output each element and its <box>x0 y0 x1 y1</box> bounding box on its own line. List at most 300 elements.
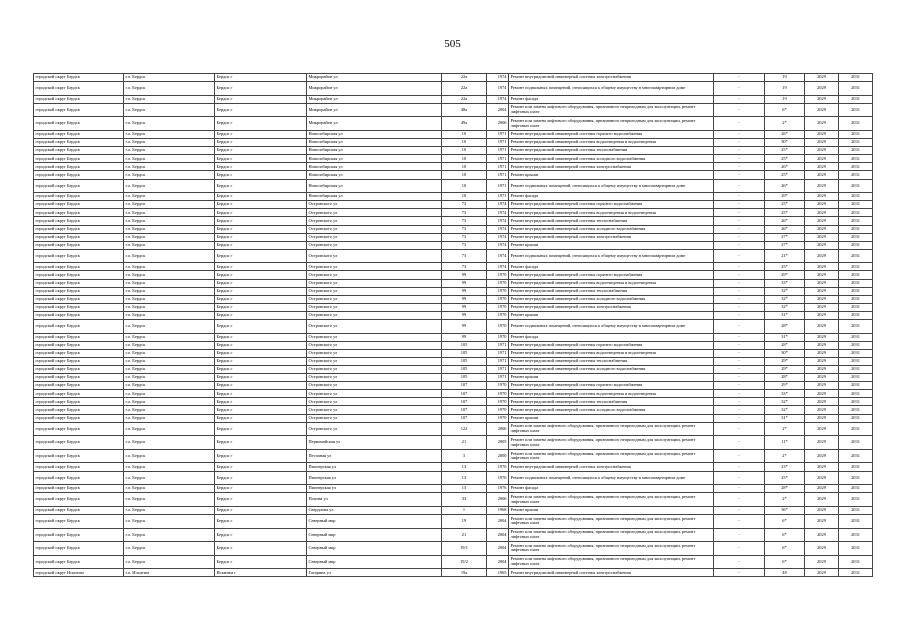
street-cell: Новосибирская ул <box>307 139 442 147</box>
period-end-cell: 2031 <box>839 249 873 263</box>
apartment-count-cell: 23* <box>765 463 805 471</box>
repair-work-cell: Ремонт внутридомовой инженерной системы холодного водоснабжения <box>509 406 714 414</box>
period-end-cell: 2031 <box>839 471 873 485</box>
placeholder-cell: - <box>714 349 765 357</box>
placeholder-cell: - <box>714 357 765 365</box>
table-row <box>34 436 873 450</box>
apartment-count-cell: 28* <box>765 341 805 349</box>
period-start-cell: 2029 <box>805 130 839 138</box>
table-row <box>34 163 873 171</box>
city-district-cell: г.о. Бердск <box>124 542 215 556</box>
apartment-count-cell: 27* <box>765 233 805 241</box>
build-year-cell: 1970 <box>487 287 509 295</box>
municipality-cell: городской округ Бердск <box>34 74 124 82</box>
repair-work-cell: Ремонт подвальных помещений, относящихся к общему имуществу в многоквартирном доме <box>509 471 714 485</box>
street-cell: Новосибирская ул <box>307 193 442 201</box>
city-district-cell: г.о. Бердск <box>124 217 215 225</box>
city-district-cell: г.о. Бердск <box>124 414 215 422</box>
period-end-cell: 2031 <box>839 398 873 406</box>
house-number-cell: 99 <box>442 311 487 319</box>
house-number-cell: 13 <box>442 471 487 485</box>
build-year-cell: 2004 <box>487 555 509 569</box>
repair-work-cell: Ремонт или замена лифтового оборудования, признанного непригодным для эксплуатации, ремонт лифтовых шахт <box>509 555 714 569</box>
repair-work-cell: Ремонт подвальных помещений, относящихся к общему имуществу в многоквартирном доме <box>509 82 714 96</box>
street-cell: Островского ул <box>307 357 442 365</box>
repair-work-cell: Ремонт внутридомовой инженерной системы холодного водоснабжения <box>509 155 714 163</box>
locality-cell: Бердск г <box>215 225 307 233</box>
locality-cell: Бердск г <box>215 117 307 131</box>
table-row <box>34 493 873 507</box>
build-year-cell: 1974 <box>487 249 509 263</box>
house-number-cell: 99 <box>442 287 487 295</box>
house-number-cell: 22а <box>442 82 487 96</box>
period-start-cell: 2029 <box>805 193 839 201</box>
placeholder-cell: - <box>714 422 765 436</box>
street-cell: Пионерская ул <box>307 485 442 493</box>
repair-work-cell: Ремонт внутридомовой инженерной системы горячего водоснабжения <box>509 201 714 209</box>
city-district-cell: г.о. Бердск <box>124 471 215 485</box>
street-cell: Островского ул <box>307 263 442 271</box>
house-number-cell: 10 <box>442 163 487 171</box>
period-start-cell: 2029 <box>805 263 839 271</box>
house-number-cell: 10 <box>442 193 487 201</box>
city-district-cell: г.о. Бердск <box>124 130 215 138</box>
street-cell: Островского ул <box>307 382 442 390</box>
placeholder-cell: - <box>714 249 765 263</box>
house-number-cell: 19/1 <box>442 542 487 556</box>
repair-work-cell: Ремонт внутридомовой инженерной системы горячего водоснабжения <box>509 341 714 349</box>
city-district-cell: г.о. Бердск <box>124 249 215 263</box>
city-district-cell: г.о. Бердск <box>124 295 215 303</box>
placeholder-cell: - <box>714 485 765 493</box>
street-cell: Островского ул <box>307 414 442 422</box>
placeholder-cell: - <box>714 82 765 96</box>
table-row <box>34 374 873 382</box>
city-district-cell: г.о. Бердск <box>124 233 215 241</box>
house-number-cell: 10 <box>442 130 487 138</box>
period-end-cell: 2031 <box>839 74 873 82</box>
period-end-cell: 2031 <box>839 569 873 577</box>
table-row <box>34 139 873 147</box>
period-start-cell: 2029 <box>805 163 839 171</box>
house-number-cell: 107 <box>442 398 487 406</box>
house-number-cell: 73 <box>442 209 487 217</box>
apartment-count-cell: 36* <box>765 506 805 514</box>
table-row <box>34 217 873 225</box>
period-start-cell: 2029 <box>805 82 839 96</box>
city-district-cell: г.о. Бердск <box>124 193 215 201</box>
period-start-cell: 2029 <box>805 406 839 414</box>
repair-work-cell: Ремонт внутридомовой инженерной системы холодного водоснабжения <box>509 225 714 233</box>
repair-work-cell: Ремонт или замена лифтового оборудования, признанного непригодным для эксплуатации, ремонт лифтовых шахт <box>509 103 714 117</box>
table-row <box>34 414 873 422</box>
apartment-count-cell: 29* <box>765 193 805 201</box>
build-year-cell: 1970 <box>487 390 509 398</box>
repair-work-cell: Ремонт внутридомовой инженерной системы электроснабжения <box>509 233 714 241</box>
street-cell: Новосибирская ул <box>307 147 442 155</box>
placeholder-cell: - <box>714 241 765 249</box>
table-row <box>34 422 873 436</box>
house-number-cell: 22а <box>442 74 487 82</box>
table-row <box>34 303 873 311</box>
municipality-cell: городской округ Бердск <box>34 422 124 436</box>
apartment-count-cell: 26* <box>765 217 805 225</box>
build-year-cell: 1976 <box>487 463 509 471</box>
placeholder-cell: - <box>714 171 765 179</box>
locality-cell: Бердск г <box>215 406 307 414</box>
period-end-cell: 2031 <box>839 303 873 311</box>
placeholder-cell: - <box>714 333 765 341</box>
city-district-cell: г.о. Бердск <box>124 349 215 357</box>
period-end-cell: 2031 <box>839 103 873 117</box>
street-cell: Островского ул <box>307 287 442 295</box>
period-end-cell: 2031 <box>839 341 873 349</box>
period-start-cell: 2029 <box>805 311 839 319</box>
locality-cell: Бердск г <box>215 449 307 463</box>
table-row <box>34 155 873 163</box>
period-start-cell: 2029 <box>805 569 839 577</box>
apartment-count-cell: 28* <box>765 320 805 334</box>
locality-cell: Бердск г <box>215 82 307 96</box>
street-cell: Островского ул <box>307 241 442 249</box>
city-district-cell: г.о. Бердск <box>124 528 215 542</box>
city-district-cell: г.о. Бердск <box>124 463 215 471</box>
repair-work-cell: Ремонт фасада <box>509 485 714 493</box>
city-district-cell: г.о. Бердск <box>124 263 215 271</box>
build-year-cell: 2004 <box>487 528 509 542</box>
city-district-cell: г.о. Бердск <box>124 95 215 103</box>
period-start-cell: 2029 <box>805 287 839 295</box>
apartment-count-cell: 2* <box>765 117 805 131</box>
city-district-cell: г.о. Бердск <box>124 271 215 279</box>
street-cell: Островского ул <box>307 366 442 374</box>
build-year-cell: 1971 <box>487 366 509 374</box>
apartment-count-cell: 33* <box>765 279 805 287</box>
period-end-cell: 2031 <box>839 374 873 382</box>
city-district-cell: г.о. Бердск <box>124 506 215 514</box>
locality-cell: Бердск г <box>215 471 307 485</box>
period-start-cell: 2029 <box>805 374 839 382</box>
municipality-cell: городской округ Бердск <box>34 117 124 131</box>
placeholder-cell: - <box>714 311 765 319</box>
street-cell: Островского ул <box>307 398 442 406</box>
build-year-cell: 1970 <box>487 271 509 279</box>
build-year-cell: 2000 <box>487 449 509 463</box>
city-district-cell: г.о. Бердск <box>124 436 215 450</box>
city-district-cell: г.о. Бердск <box>124 341 215 349</box>
municipality-cell: городской округ Бердск <box>34 493 124 507</box>
placeholder-cell: - <box>714 390 765 398</box>
apartment-count-cell: 2* <box>765 422 805 436</box>
locality-cell: Бердск г <box>215 303 307 311</box>
city-district-cell: г.о. Бердск <box>124 382 215 390</box>
period-end-cell: 2031 <box>839 225 873 233</box>
build-year-cell: 1971 <box>487 130 509 138</box>
locality-cell: Бердск г <box>215 193 307 201</box>
table-row <box>34 241 873 249</box>
municipality-cell: городской округ Бердск <box>34 320 124 334</box>
municipality-cell: городской округ Бердск <box>34 155 124 163</box>
placeholder-cell: - <box>714 287 765 295</box>
table-row <box>34 398 873 406</box>
apartment-count-cell: 2* <box>765 449 805 463</box>
period-start-cell: 2029 <box>805 463 839 471</box>
placeholder-cell: - <box>714 406 765 414</box>
city-district-cell: г.о. Бердск <box>124 241 215 249</box>
repair-work-cell: Ремонт внутридомовой инженерной системы водоотведения и водоотведения <box>509 209 714 217</box>
repair-work-cell: Ремонт внутридомовой инженерной системы электроснабжения <box>509 569 714 577</box>
placeholder-cell: - <box>714 320 765 334</box>
table-row <box>34 117 873 131</box>
locality-cell: Бердск г <box>215 209 307 217</box>
municipality-cell: городской округ Бердск <box>34 82 124 96</box>
repair-work-cell: Ремонт крыши <box>509 241 714 249</box>
municipality-cell: городской округ Бердск <box>34 463 124 471</box>
table-row <box>34 271 873 279</box>
apartment-count-cell: 27* <box>765 241 805 249</box>
apartment-count-cell: 30* <box>765 139 805 147</box>
municipality-cell: городской округ Бердск <box>34 414 124 422</box>
house-number-cell: 73 <box>442 249 487 263</box>
table-row <box>34 406 873 414</box>
repair-work-cell: Ремонт фасада <box>509 333 714 341</box>
repair-work-cell: Ремонт внутридомовой инженерной системы водоотведения и водоотведения <box>509 349 714 357</box>
period-end-cell: 2031 <box>839 295 873 303</box>
build-year-cell: 1974 <box>487 201 509 209</box>
house-number-cell: 99 <box>442 320 487 334</box>
placeholder-cell: - <box>714 295 765 303</box>
period-end-cell: 2031 <box>839 193 873 201</box>
city-district-cell: г.о. Бердск <box>124 320 215 334</box>
street-cell: Островского ул <box>307 311 442 319</box>
build-year-cell: 1970 <box>487 303 509 311</box>
repair-work-cell: Ремонт внутридомовой инженерной системы теплоснабжения <box>509 217 714 225</box>
house-number-cell: 105 <box>442 366 487 374</box>
municipality-cell: городской округ Бердск <box>34 528 124 542</box>
locality-cell: Бердск г <box>215 320 307 334</box>
city-district-cell: г.о. Бердск <box>124 311 215 319</box>
municipality-cell: городской округ Бердск <box>34 179 124 193</box>
repair-work-cell: Ремонт внутридомовой инженерной системы теплоснабжения <box>509 147 714 155</box>
repair-work-cell: Ремонт внутридомовой инженерной системы водоотведения и водоотведения <box>509 390 714 398</box>
street-cell: Островского ул <box>307 201 442 209</box>
locality-cell: Бердск г <box>215 357 307 365</box>
period-end-cell: 2031 <box>839 320 873 334</box>
build-year-cell: 1970 <box>487 382 509 390</box>
street-cell: Северный мкр <box>307 555 442 569</box>
period-end-cell: 2031 <box>839 95 873 103</box>
period-end-cell: 2031 <box>839 263 873 271</box>
street-cell: Попова ул <box>307 493 442 507</box>
street-cell: Островского ул <box>307 271 442 279</box>
street-cell: Островского ул <box>307 374 442 382</box>
table-row <box>34 463 873 471</box>
period-end-cell: 2031 <box>839 357 873 365</box>
municipality-cell: городской округ Бердск <box>34 271 124 279</box>
build-year-cell: 1970 <box>487 295 509 303</box>
house-number-cell: 73 <box>442 263 487 271</box>
table-row <box>34 390 873 398</box>
locality-cell: Бердск г <box>215 493 307 507</box>
repair-work-cell: Ремонт фасада <box>509 263 714 271</box>
city-district-cell: г.о. Бердск <box>124 103 215 117</box>
repair-work-cell: Ремонт или замена лифтового оборудования, признанного непригодным для эксплуатации, ремонт лифтовых шахт <box>509 422 714 436</box>
house-number-cell: 122 <box>442 422 487 436</box>
repair-work-cell: Ремонт крыши <box>509 311 714 319</box>
locality-cell: Бердск г <box>215 163 307 171</box>
locality-cell: Бердск г <box>215 155 307 163</box>
municipality-cell: городской округ Бердск <box>34 233 124 241</box>
placeholder-cell: - <box>714 398 765 406</box>
period-end-cell: 2031 <box>839 382 873 390</box>
house-number-cell: 105 <box>442 374 487 382</box>
street-cell: Микрорайон ул <box>307 95 442 103</box>
municipality-cell: городской округ Бердск <box>34 249 124 263</box>
placeholder-cell: - <box>714 471 765 485</box>
city-district-cell: г.о. Бердск <box>124 287 215 295</box>
locality-cell: Бердск г <box>215 201 307 209</box>
period-start-cell: 2029 <box>805 542 839 556</box>
city-district-cell: г.о. Бердск <box>124 117 215 131</box>
repair-work-cell: Ремонт внутридомовой инженерной системы горячего водоснабжения <box>509 130 714 138</box>
placeholder-cell: - <box>714 271 765 279</box>
municipality-cell: городской округ Бердск <box>34 263 124 271</box>
house-number-cell: 105 <box>442 341 487 349</box>
repair-work-cell: Ремонт крыши <box>509 374 714 382</box>
locality-cell: Бердск г <box>215 436 307 450</box>
placeholder-cell: - <box>714 163 765 171</box>
build-year-cell: 1974 <box>487 74 509 82</box>
build-year-cell: 1971 <box>487 163 509 171</box>
period-end-cell: 2031 <box>839 279 873 287</box>
period-end-cell: 2031 <box>839 287 873 295</box>
municipality-cell: городской округ Бердск <box>34 130 124 138</box>
build-year-cell: 1971 <box>487 179 509 193</box>
house-number-cell: 22а <box>442 95 487 103</box>
period-start-cell: 2029 <box>805 147 839 155</box>
street-cell: Северный мкр <box>307 514 442 528</box>
house-number-cell: 10 <box>442 147 487 155</box>
apartment-count-cell: 11* <box>765 436 805 450</box>
period-end-cell: 2031 <box>839 233 873 241</box>
municipality-cell: городской округ Бердск <box>34 163 124 171</box>
build-year-cell: 1970 <box>487 333 509 341</box>
house-number-cell: 13 <box>442 485 487 493</box>
placeholder-cell: - <box>714 303 765 311</box>
placeholder-cell: - <box>714 382 765 390</box>
period-start-cell: 2029 <box>805 233 839 241</box>
municipality-cell: городской округ Бердск <box>34 217 124 225</box>
placeholder-cell: - <box>714 555 765 569</box>
repair-work-cell: Ремонт подвальных помещений, относящихся к общему имуществу в многоквартирном доме <box>509 320 714 334</box>
period-start-cell: 2029 <box>805 398 839 406</box>
street-cell: Микрорайон ул <box>307 74 442 82</box>
street-cell: Островского ул <box>307 279 442 287</box>
repair-work-cell: Ремонт внутридомовой инженерной системы теплоснабжения <box>509 357 714 365</box>
period-start-cell: 2029 <box>805 382 839 390</box>
street-cell: Микрорайон ул <box>307 117 442 131</box>
table-body <box>34 74 873 577</box>
period-start-cell: 2029 <box>805 139 839 147</box>
repair-work-cell: Ремонт крыши <box>509 506 714 514</box>
city-district-cell: г.о. Бердск <box>124 147 215 155</box>
period-end-cell: 2031 <box>839 463 873 471</box>
locality-cell: Бердск г <box>215 514 307 528</box>
period-end-cell: 2031 <box>839 493 873 507</box>
municipality-cell: городской округ Бердск <box>34 514 124 528</box>
period-start-cell: 2029 <box>805 514 839 528</box>
period-start-cell: 2029 <box>805 485 839 493</box>
placeholder-cell: - <box>714 414 765 422</box>
table-row <box>34 171 873 179</box>
apartment-count-cell: 32* <box>765 287 805 295</box>
locality-cell: Бердск г <box>215 217 307 225</box>
period-start-cell: 2029 <box>805 333 839 341</box>
build-year-cell: 1970 <box>487 311 509 319</box>
table-row <box>34 263 873 271</box>
repair-work-cell: Ремонт подвальных помещений, относящихся к общему имуществу в многоквартирном доме <box>509 179 714 193</box>
period-end-cell: 2031 <box>839 179 873 193</box>
placeholder-cell: - <box>714 263 765 271</box>
placeholder-cell: - <box>714 139 765 147</box>
street-cell: Микрорайон ул <box>307 103 442 117</box>
period-end-cell: 2031 <box>839 271 873 279</box>
street-cell: Островского ул <box>307 233 442 241</box>
table-row <box>34 528 873 542</box>
period-start-cell: 2029 <box>805 241 839 249</box>
locality-cell: Искитим г <box>215 569 307 577</box>
period-end-cell: 2031 <box>839 349 873 357</box>
build-year-cell: 1976 <box>487 471 509 485</box>
period-end-cell: 2031 <box>839 542 873 556</box>
placeholder-cell: - <box>714 95 765 103</box>
locality-cell: Бердск г <box>215 249 307 263</box>
municipality-cell: городской округ Бердск <box>34 95 124 103</box>
period-end-cell: 2031 <box>839 163 873 171</box>
period-start-cell: 2029 <box>805 303 839 311</box>
period-end-cell: 2031 <box>839 390 873 398</box>
period-start-cell: 2029 <box>805 506 839 514</box>
repair-work-cell: Ремонт внутридомовой инженерной системы электроснабжения <box>509 74 714 82</box>
municipality-cell: городской округ Бердск <box>34 139 124 147</box>
period-start-cell: 2029 <box>805 171 839 179</box>
house-number-cell: 73 <box>442 225 487 233</box>
apartment-count-cell: 26* <box>765 179 805 193</box>
municipality-cell: городской округ Бердск <box>34 485 124 493</box>
build-year-cell: 2005 <box>487 436 509 450</box>
repair-work-cell: Ремонт фасада <box>509 95 714 103</box>
house-number-cell: 105 <box>442 349 487 357</box>
apartment-count-cell: 25* <box>765 171 805 179</box>
repair-work-cell: Ремонт внутридомовой инженерной системы горячего водоснабжения <box>509 271 714 279</box>
period-start-cell: 2029 <box>805 390 839 398</box>
period-start-cell: 2029 <box>805 555 839 569</box>
placeholder-cell: - <box>714 201 765 209</box>
locality-cell: Бердск г <box>215 171 307 179</box>
locality-cell: Бердск г <box>215 311 307 319</box>
placeholder-cell: - <box>714 493 765 507</box>
apartment-count-cell: 6* <box>765 103 805 117</box>
period-start-cell: 2029 <box>805 201 839 209</box>
capital-repair-table <box>33 73 873 577</box>
build-year-cell: 1971 <box>487 193 509 201</box>
city-district-cell: г.о. Бердск <box>124 225 215 233</box>
build-year-cell: 2006 <box>487 493 509 507</box>
apartment-count-cell: 31* <box>765 333 805 341</box>
table-row <box>34 249 873 263</box>
placeholder-cell: - <box>714 449 765 463</box>
house-number-cell: 49а <box>442 117 487 131</box>
